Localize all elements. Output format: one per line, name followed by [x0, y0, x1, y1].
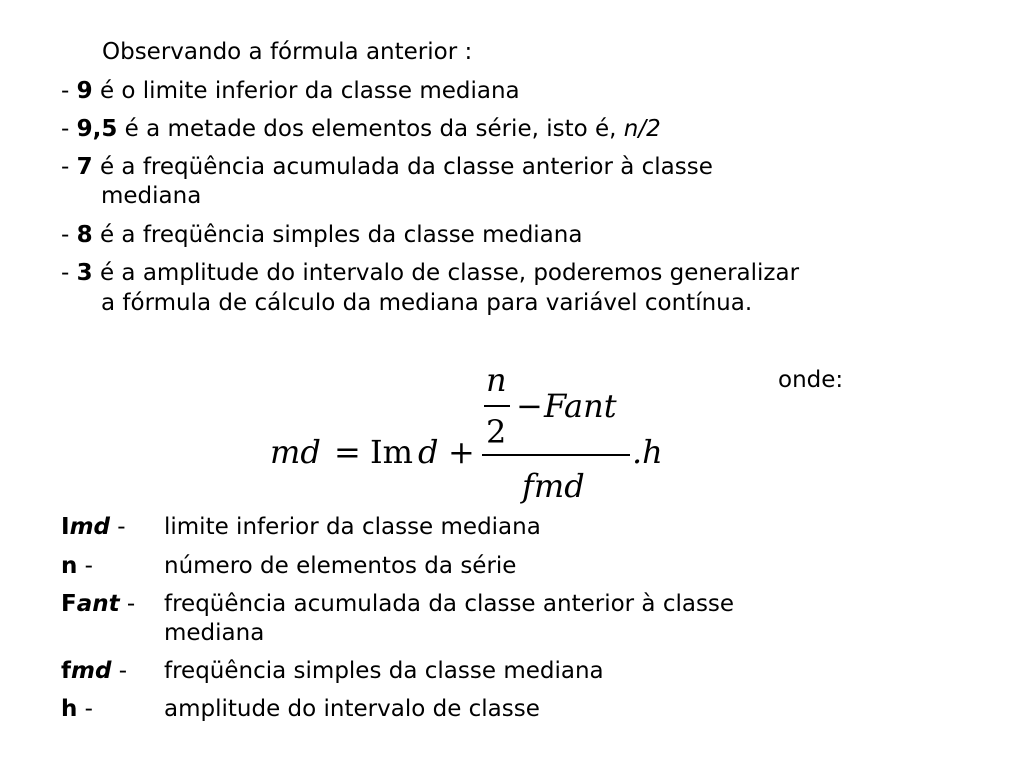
definition-description: número de elementos da série	[164, 553, 517, 579]
bullet-dash: -	[61, 78, 77, 104]
onde-label: onde:	[778, 367, 844, 393]
bullet-dash: -	[61, 260, 77, 286]
bullet-dash: -	[61, 116, 77, 142]
bullet-text: é a freqüência simples da classe mediana	[92, 222, 583, 248]
formula-two: 2	[486, 413, 507, 451]
formula-minus: −	[516, 387, 543, 425]
formula-fmd: fmd	[522, 467, 585, 505]
bullet-value: 3	[76, 260, 93, 286]
formula-plus: +	[448, 433, 475, 471]
bullet-dash: -	[61, 222, 77, 248]
bullet-text: é a freqüência acumulada da classe anterior à classe	[92, 154, 713, 180]
term-bold: F	[61, 591, 77, 617]
definition-description: freqüência simples da classe mediana	[164, 658, 604, 684]
term-separator: -	[110, 514, 126, 540]
term-separator: -	[119, 591, 136, 617]
bullet-half-elements	[61, 115, 661, 143]
term-bold-italic: md	[71, 658, 112, 684]
term-bold: h	[61, 696, 78, 722]
definition-continuation: mediana	[164, 620, 265, 646]
bullet-text: é a metade dos elementos da série, isto é,	[117, 116, 624, 142]
bullet-simple-frequency	[61, 221, 582, 249]
bullet-italic-text: n/2	[623, 116, 661, 142]
definition-term	[61, 657, 127, 685]
formula-equals: =	[334, 433, 361, 471]
formula-main-fraction-bar	[482, 454, 630, 456]
definition-description: limite inferior da classe mediana	[164, 514, 541, 540]
bullet-value: 7	[76, 154, 93, 180]
definition-term	[61, 695, 93, 723]
formula-inner-fraction-bar	[484, 405, 510, 407]
term-separator: -	[77, 696, 93, 722]
definition-description: amplitude do intervalo de classe	[164, 696, 540, 722]
bullet-text: é o limite inferior da classe mediana	[92, 78, 520, 104]
median-formula	[270, 362, 690, 512]
bullet-amplitude	[61, 259, 799, 287]
term-bold-italic: ant	[76, 591, 120, 617]
definition-term	[61, 552, 93, 580]
intro-text: Observando a fórmula anterior :	[102, 39, 473, 65]
bullet-cumulative-frequency	[61, 153, 713, 181]
term-bold-italic: md	[69, 514, 110, 540]
bullet-value: 9,5	[76, 116, 118, 142]
formula-md: md	[270, 433, 321, 471]
definition-term	[61, 513, 126, 541]
formula-n: n	[486, 361, 507, 399]
bullet-text: é a amplitude do intervalo de classe, poderemos generalizar	[92, 260, 800, 286]
bullet-value: 9	[76, 78, 93, 104]
formula-im: Im	[370, 433, 413, 471]
definition-term	[61, 590, 135, 618]
bullet-continuation: mediana	[101, 183, 202, 209]
bullet-continuation: a fórmula de cálculo da mediana para variável contínua.	[101, 290, 753, 316]
bullet-lower-limit	[61, 77, 520, 105]
term-bold: n	[61, 553, 78, 579]
bullet-value: 8	[76, 222, 93, 248]
definition-description: freqüência acumulada da classe anterior à classe	[164, 591, 735, 617]
formula-fant: Fant	[544, 387, 617, 425]
formula-d: d	[418, 433, 439, 471]
term-separator: -	[111, 658, 128, 684]
term-bold: f	[61, 658, 72, 684]
term-bold: I	[61, 514, 70, 540]
formula-h: .h	[632, 433, 663, 471]
bullet-dash: -	[61, 154, 77, 180]
term-separator: -	[77, 553, 93, 579]
